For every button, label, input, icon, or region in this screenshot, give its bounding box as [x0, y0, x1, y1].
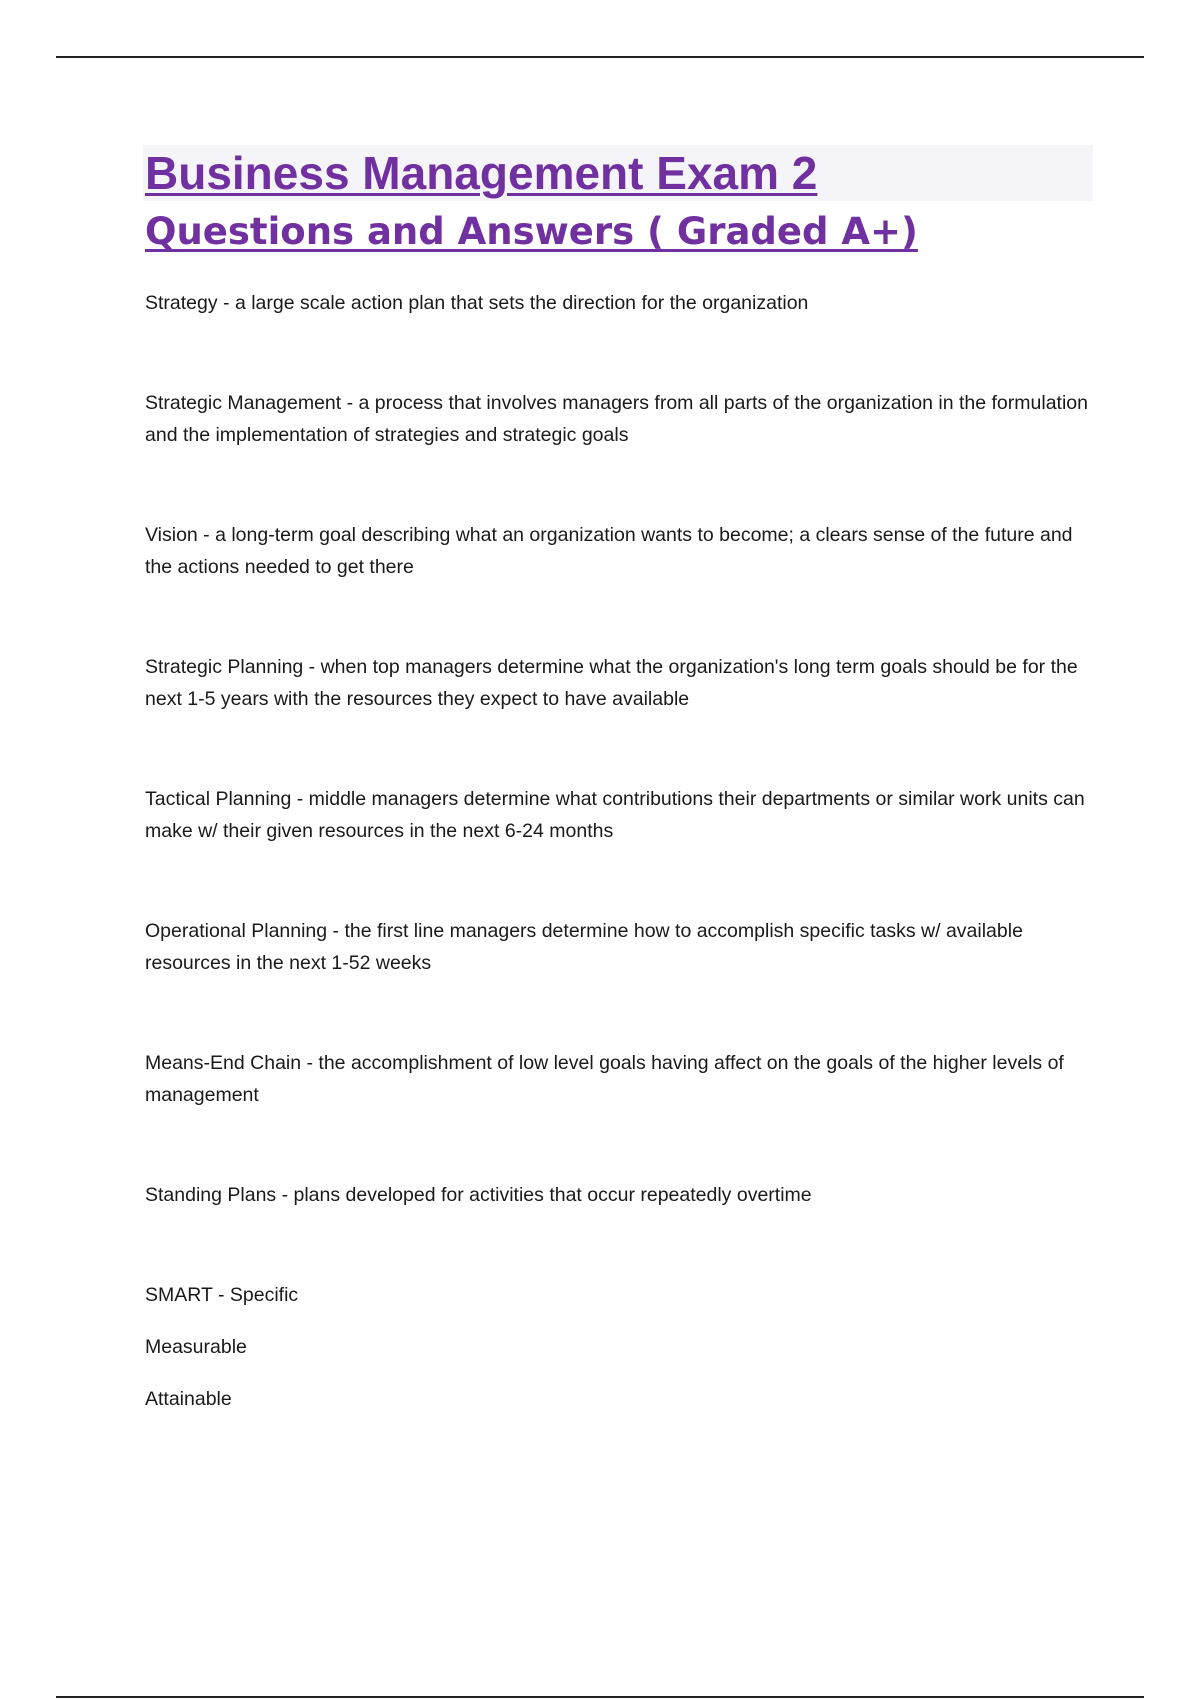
- smart-line-specific: SMART - Specific: [145, 1284, 299, 1306]
- entry-strategic-management: Strategic Management - a process that involves managers from all parts of the organization in the formulation and the implementation of strategies and strategic goals: [145, 392, 1088, 446]
- entry-vision: Vision - a long-term goal describing what an organization wants to become; a clears sense of the future and the actions needed to get there: [145, 524, 1073, 578]
- entry-standing-plans: Standing Plans - plans developed for activities that occur repeatedly overtime: [145, 1184, 812, 1206]
- entry-strategy: Strategy - a large scale action plan that sets the direction for the organization: [145, 292, 809, 314]
- entry-strategic-planning: Strategic Planning - when top managers determine what the organization's long term goals should be for the next 1-5 years with the resources they expect to have available: [145, 656, 1078, 710]
- entry-means-end-chain: Means-End Chain - the accomplishment of low level goals having affect on the goals of the higher levels of management: [145, 1052, 1064, 1106]
- header-rule: [56, 56, 1144, 58]
- footer-rule: [56, 1696, 1144, 1698]
- document-title: [145, 145, 1095, 261]
- document-body: [145, 145, 1095, 1415]
- entry-operational-planning: Operational Planning - the first line managers determine how to accomplish specific tasks w/ available resources in the next 1-52 weeks: [145, 920, 1023, 974]
- smart-line-measurable: Measurable: [145, 1336, 247, 1358]
- smart-line-attainable: Attainable: [145, 1388, 232, 1410]
- entry-tactical-planning: Tactical Planning - middle managers determine what contributions their departments or similar work units can make w/ their given resources in the next 6-24 months: [145, 788, 1085, 842]
- smart-list: [145, 1279, 1095, 1415]
- title-line-2: Questions and Answers ( Graded A+): [145, 210, 918, 253]
- title-line-1: Business Management Exam 2: [145, 147, 818, 199]
